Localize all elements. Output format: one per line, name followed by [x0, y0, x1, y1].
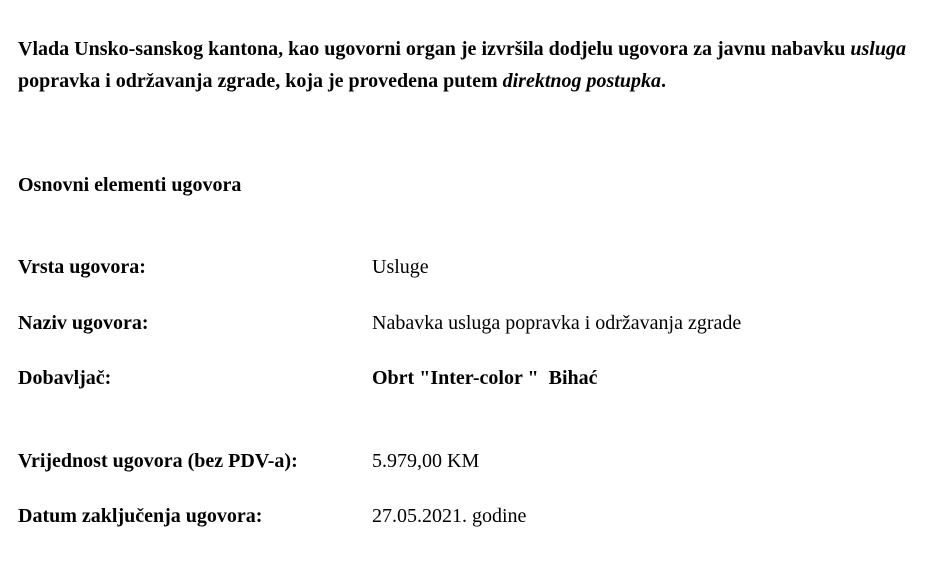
contract-type-label: Vrsta ugovora: [18, 256, 146, 278]
contract-value-label: Vrijednost ugovora (bez PDV-a): [18, 450, 298, 472]
contract-name-row [18, 308, 898, 338]
intro-italic-procedure: direktnog postupka [502, 70, 661, 92]
intro-text-1: Vlada Unsko-sanskog kantona, kao ugovorni organ je izvršila dodjelu ugovora za javnu nabavku [18, 38, 851, 60]
contract-date-row [18, 501, 898, 531]
supplier-row [18, 363, 898, 393]
supplier-label: Dobavljač: [18, 367, 112, 389]
intro-italic-services: usluga [850, 38, 906, 60]
contract-date-label: Datum zaključenja ugovora: [18, 505, 263, 527]
contract-name-label: Naziv ugovora: [18, 312, 149, 334]
section-title: Osnovni elementi ugovora [18, 174, 242, 196]
intro-paragraph [18, 33, 923, 97]
intro-text-2: popravka i održavanja zgrade, koja je provedena putem [18, 70, 503, 92]
contract-value-row [18, 446, 898, 476]
supplier-value: Obrt "Inter-color " Bihać [372, 367, 598, 389]
contract-value-amount: 5.979,00 KM [372, 450, 480, 472]
contract-name-value: Nabavka usluga popravka i održavanja zgrade [372, 312, 742, 334]
contract-type-value: Usluge [372, 256, 429, 278]
contract-date-value: 27.05.2021. godine [372, 505, 527, 527]
intro-text-3: . [660, 70, 666, 92]
contract-type-row [18, 252, 898, 282]
